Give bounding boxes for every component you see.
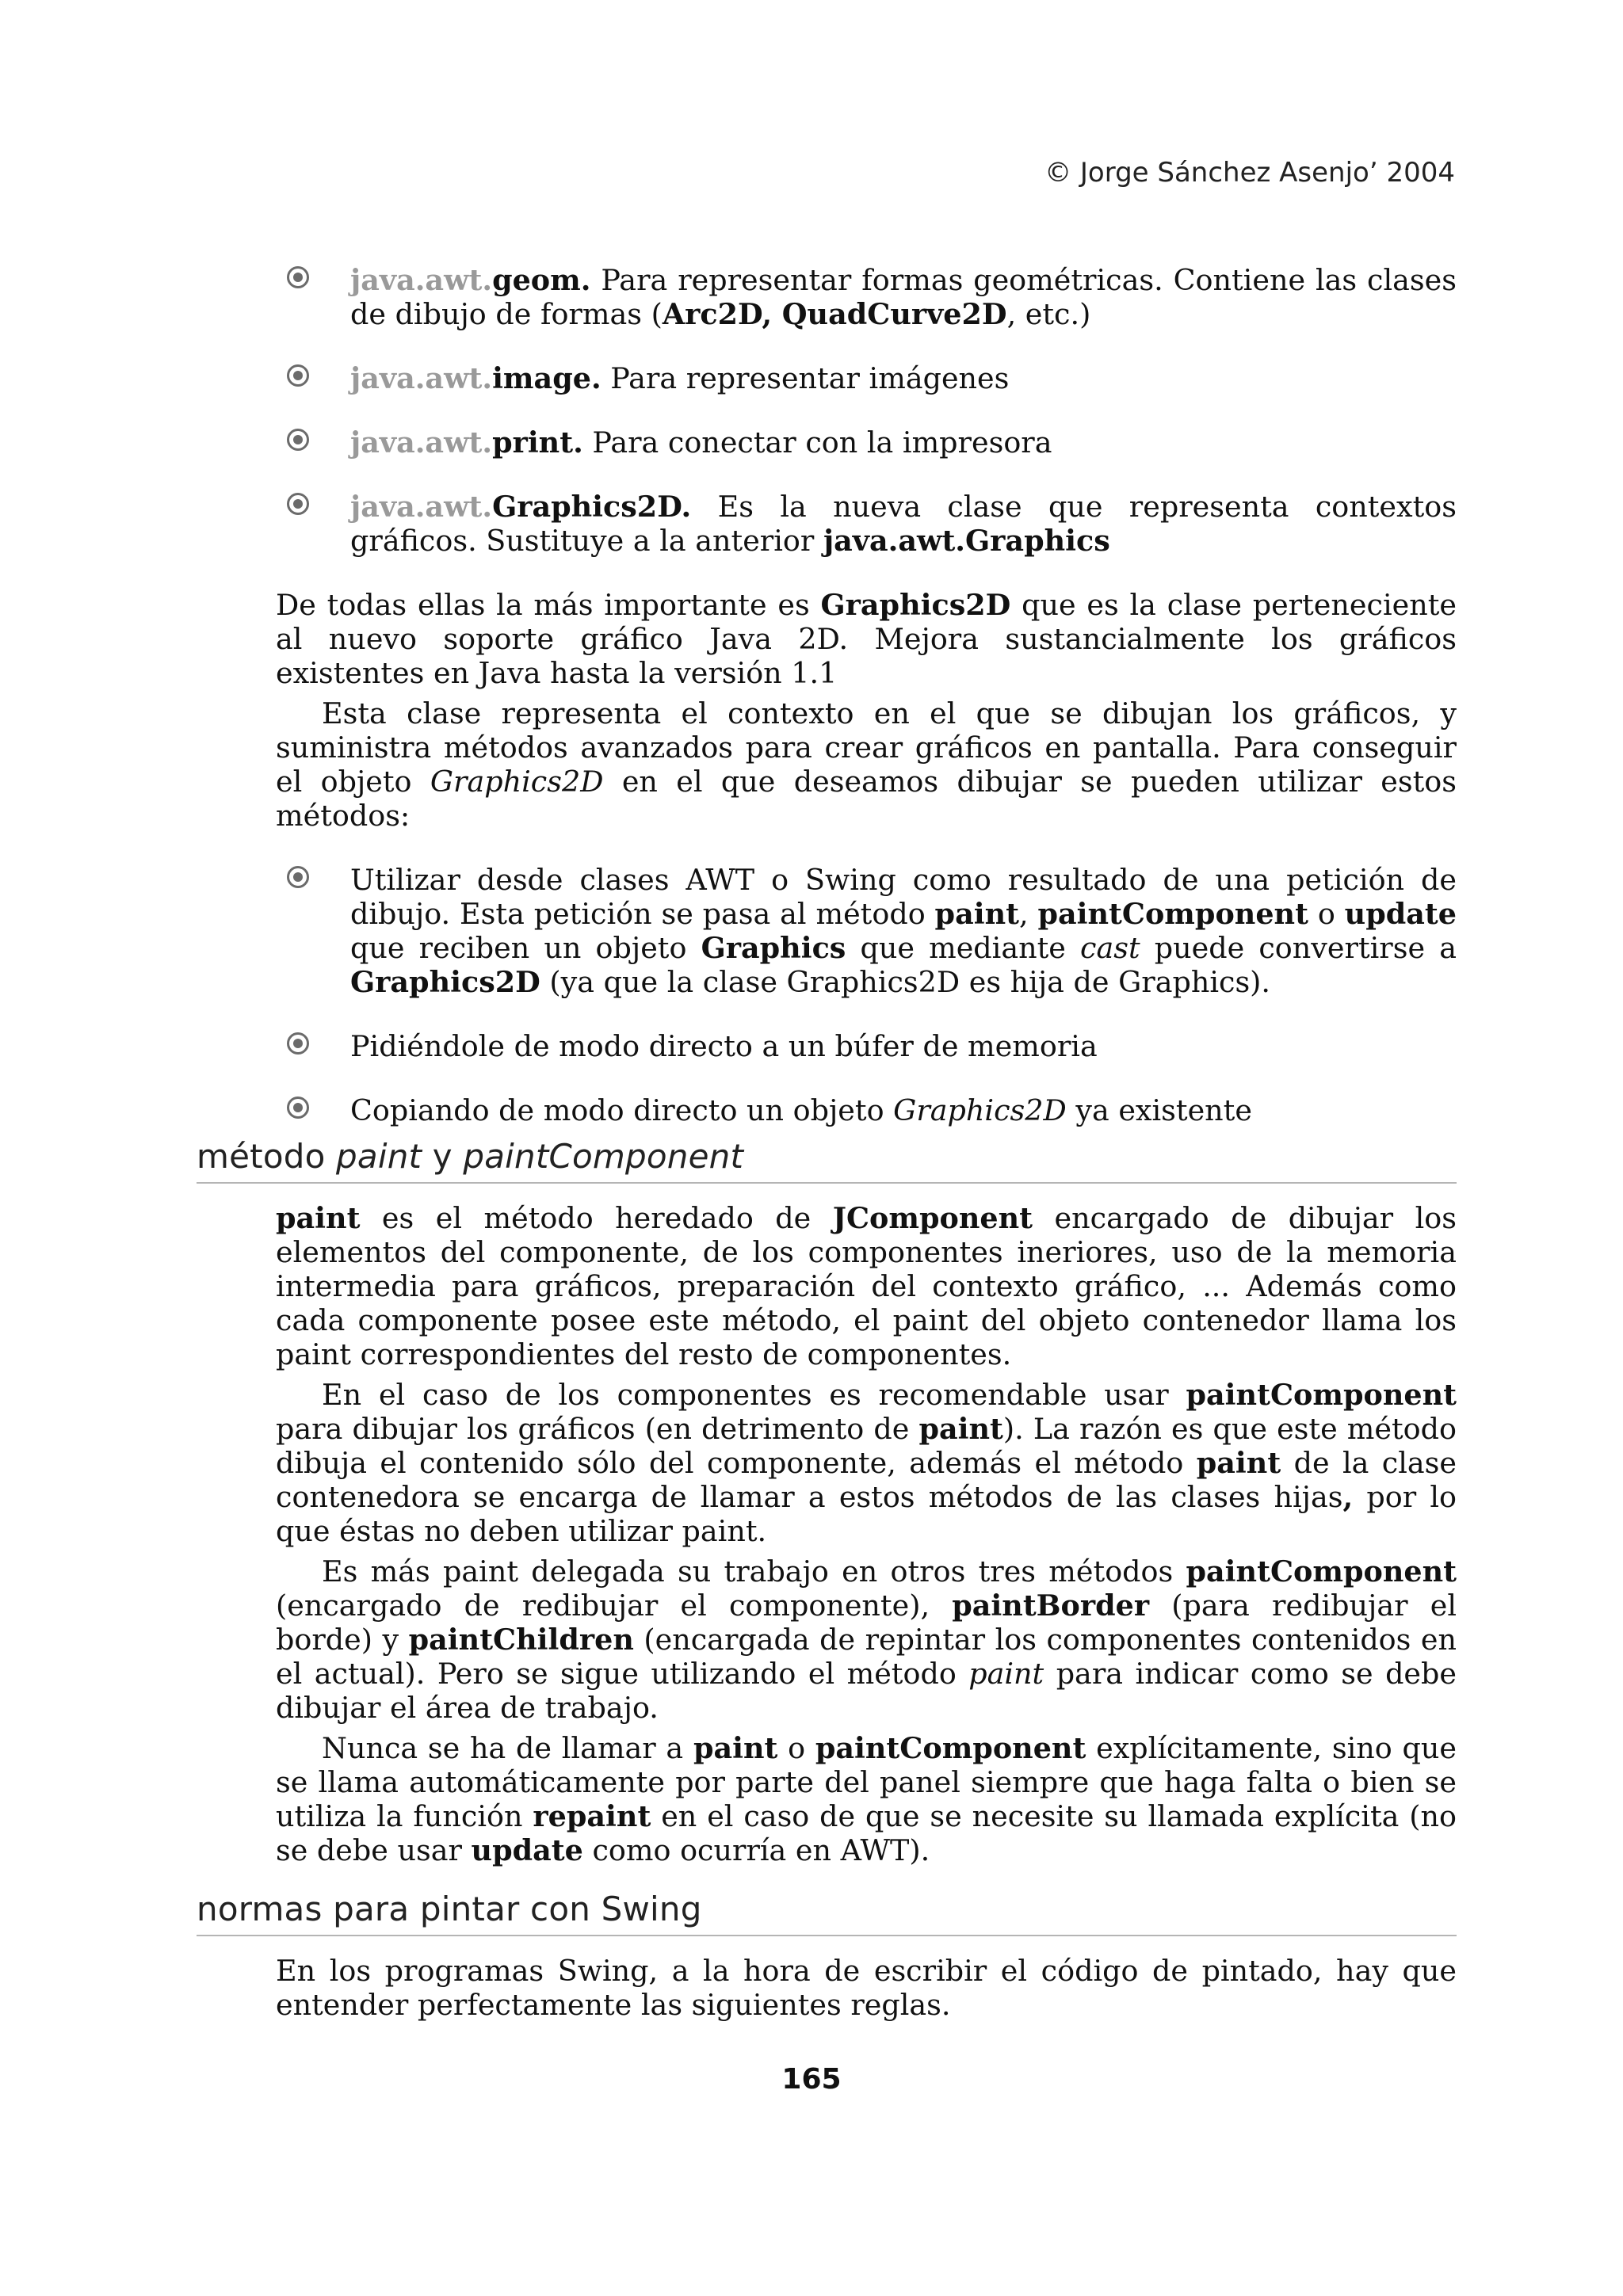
package-desc: Para representar imágenes (601, 361, 1010, 395)
paragraph: Es más paint delegada su trabajo en otros tres métodos paintComponent (encargado de redibujar el componente), paintBorder (para redibujar el borde) y paintChildren (encargada de repintar los componentes contenidos en el actual). Pero se sigue utilizando el método paint para indicar como se debe dibujar el área de trabajo. (276, 1554, 1457, 1725)
page-number: 165 (781, 2063, 842, 2096)
list-item-text (350, 263, 1457, 331)
paragraph: En los programas Swing, a la hora de escribir el código de pintado, hay que entender perfectamente las siguientes reglas. (276, 1954, 1457, 2022)
package-desc: Para conectar con la impresora (582, 425, 1052, 460)
package-desc: , etc.) (1006, 297, 1091, 331)
package-name: Graphics2D. (492, 490, 692, 524)
class-name: java.awt.Graphics (823, 524, 1110, 558)
package-name: geom. (492, 263, 591, 297)
list-item (350, 490, 1457, 558)
bullet-icon (287, 1097, 309, 1119)
list-item-text (350, 425, 1457, 460)
paragraph: paint es el método heredado de JComponent encargado de dibujar los elementos del componente, de los componentes ineriores, uso de la memoria intermedia para gráficos, preparación del contexto gráfico, ... Además como cada componente posee este método, el paint del objeto contenedor llama los paint correspondientes del resto de componentes. (276, 1201, 1457, 1371)
paragraph: Nunca se ha de llamar a paint o paintComponent explícitamente, sino que se llama automáticamente por parte del panel siempre que haga falta o bien se utiliza la función repaint en el caso de que se necesite su llamada explícita (no se debe usar update como ocurría en AWT). (276, 1731, 1457, 1867)
list-item (350, 1093, 1457, 1127)
list-item (350, 361, 1457, 395)
list-item (350, 425, 1457, 460)
section-title: normas para pintar con Swing (197, 1890, 1457, 1936)
list-item (350, 863, 1457, 999)
list-item-text: Pidiéndole de modo directo a un búfer de memoria (350, 1029, 1098, 1063)
package-prefix: java.awt. (350, 490, 493, 524)
list-item-text (350, 490, 1457, 558)
list-item-text: Utilizar desde clases AWT o Swing como resultado de una petición de dibujo. Esta petición se pasa al método paint, paintComponent o update que reciben un objeto Graphics que mediante cast puede convertirse a Graphics2D (ya que la clase Graphics2D es hija de Graphics). (350, 863, 1457, 999)
paragraph: En el caso de los componentes es recomendable usar paintComponent para dibujar los gráficos (en detrimento de paint). La razón es que este método dibuja el contenido sólo del componente, además el método paint de la clase contenedora se encarga de llamar a estos métodos de las clases hijas, por lo que éstas no deben utilizar paint. (276, 1378, 1457, 1548)
paragraph: De todas ellas la más importante es Graphics2D que es la clase perteneciente al nuevo soporte gráfico Java 2D. Mejora sustancialmente los gráficos existentes en Java hasta la versión 1.1 (276, 588, 1457, 690)
list-item (350, 263, 1457, 331)
package-prefix: java.awt. (350, 361, 493, 395)
package-prefix: java.awt. (350, 425, 493, 460)
bullet-icon (287, 429, 309, 451)
package-desc: Es la nueva clase que representa contextos gráficos. Sustituye a la anterior (350, 490, 1457, 558)
bullet-icon (287, 364, 309, 387)
bullet-icon (287, 1032, 309, 1055)
list-item-text (350, 361, 1457, 395)
paragraph: Esta clase representa el contexto en el que se dibujan los gráficos, y suministra métodos avanzados para crear gráficos en pantalla. Para conseguir el objeto Graphics2D en el que deseamos dibujar se pueden utilizar estos métodos: (276, 696, 1457, 833)
bullet-icon (287, 866, 309, 888)
package-prefix: java.awt. (350, 263, 493, 297)
page-content (197, 263, 1457, 2022)
package-name: image. (492, 361, 601, 395)
class-names: Arc2D, QuadCurve2D (662, 297, 1007, 331)
bullet-icon (287, 493, 309, 515)
package-desc: Para representar formas geométricas. Contiene las clases de dibujo de formas ( (350, 263, 1457, 331)
methods-list (197, 863, 1457, 1127)
list-item (350, 1029, 1457, 1063)
package-name: print. (492, 425, 583, 460)
bullet-icon (287, 266, 309, 288)
section-title: método paint y paintComponent (197, 1137, 1457, 1184)
package-list (197, 263, 1457, 558)
list-item-text: Copiando de modo directo un objeto Graphics2D ya existente (350, 1093, 1252, 1127)
page-header-copyright: © Jorge Sánchez Asenjo’ 2004 (1044, 157, 1455, 189)
